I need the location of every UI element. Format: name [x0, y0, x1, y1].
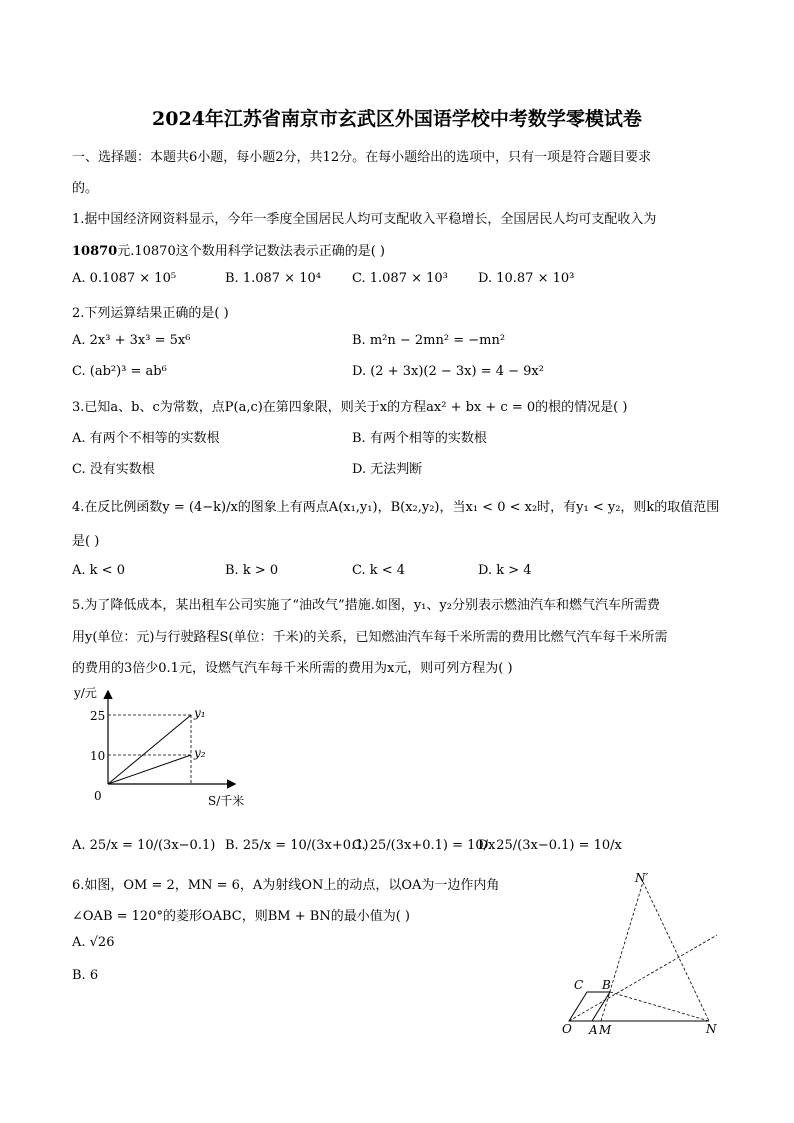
q3-stem: 3.已知a、b、c为常数，点P(a,c)在第四象限，则关于x的方程ax² + bx + c = 0的根的情况是( )	[72, 400, 628, 415]
rhombus-OABC	[569, 992, 610, 1021]
q4-stem-cont: 是( )	[72, 534, 100, 549]
line-y1	[108, 715, 191, 784]
q5-stem-cont1: 用y(单位：元)与行驶路程S(单位：千米)的关系，已知燃油汽车每千米所需的费用比燃气汽车每千米所需	[72, 630, 668, 645]
q2-option-d[interactable]: D. (2 + 3x)(2 − 3x) = 4 − 9x²	[352, 364, 544, 379]
q3-option-a[interactable]: A. 有两个不相等的实数根	[72, 431, 220, 446]
q1-option-b[interactable]: B. 1.087 × 10⁴	[225, 271, 321, 286]
q3-option-d[interactable]: D. 无法判断	[352, 462, 423, 477]
q1-option-a[interactable]: A. 0.1087 × 10⁵	[72, 271, 177, 286]
label-O: O	[562, 1022, 572, 1036]
label-M: M	[599, 1023, 612, 1037]
q3-option-c[interactable]: C. 没有实数根	[72, 462, 155, 477]
q6-option-b[interactable]: B. 6	[72, 968, 99, 983]
tick-10: 10	[90, 749, 106, 763]
section-heading-cont: 的。	[72, 181, 99, 196]
line-y2	[108, 755, 191, 784]
q2-option-b[interactable]: B. m²n − 2mn² = −mn²	[352, 333, 506, 348]
page-title: 2024年江苏省南京市玄武区外国语学校中考数学零模试卷	[152, 108, 642, 130]
q5-graph	[72, 684, 262, 812]
y1-label: y₁	[194, 706, 206, 720]
q5-option-c[interactable]: C. 25/(3x+0.1) = 10/x	[352, 838, 496, 853]
q4-option-d[interactable]: D. k > 4	[478, 563, 532, 578]
tick-25: 25	[90, 709, 106, 723]
label-C: C	[574, 978, 584, 992]
q4-option-b[interactable]: B. k > 0	[225, 563, 279, 578]
q2-option-c[interactable]: C. (ab²)³ = ab⁶	[72, 364, 167, 379]
y2-label: y₂	[194, 746, 206, 760]
q5-option-b[interactable]: B. 25/x = 10/(3x+0.1)	[225, 838, 369, 853]
q4-option-c[interactable]: C. k < 4	[352, 563, 406, 578]
q6-stem-cont: ∠OAB = 120°的菱形OABC，则BM + BN的最小值为( )	[72, 909, 410, 924]
origin-label: 0	[94, 789, 102, 803]
segment-BN	[610, 992, 709, 1021]
q6-figure	[555, 868, 725, 1040]
q4-option-a[interactable]: A. k < 0	[72, 563, 125, 578]
q4-stem: 4.在反比例函数y = (4−k)/x的图象上有两点A(x₁,y₁)，B(x₂,y₂)，当x₁ < 0 < x₂时，有y₁ < y₂，则k的取值范围	[72, 500, 720, 515]
q3-option-b[interactable]: B. 有两个相等的实数根	[352, 431, 487, 446]
q6-stem: 6.如图，OM = 2，MN = 6，A为射线ON上的动点，以OA为一边作内角	[72, 878, 500, 893]
q1-stem: 1.据中国经济网资料显示，今年一季度全国居民人均可支配收入平稳增长，全国居民人均可支配收入为	[72, 212, 657, 227]
label-B: B	[602, 978, 611, 992]
q5-option-d[interactable]: D. 25/(3x−0.1) = 10/x	[478, 838, 622, 853]
q5-stem: 5.为了降低成本，某出租车公司实施了“油改气”措施.如图，y₁、y₂分别表示燃油汽车和燃气汽车所需费	[72, 598, 660, 613]
ray-OB	[569, 935, 717, 1021]
q2-stem: 2.下列运算结果正确的是( )	[72, 306, 229, 321]
x-axis-label: S/千米	[208, 794, 245, 808]
q5-option-a[interactable]: A. 25/x = 10/(3x−0.1)	[72, 838, 216, 853]
q1-option-d[interactable]: D. 10.87 × 10³	[478, 271, 575, 286]
label-A: A	[589, 1023, 598, 1037]
label-N-prime: N′	[635, 871, 649, 885]
y-axis-label: y/元	[74, 686, 97, 700]
section-heading: 一、选择题：本题共6小题，每小题2分，共12分。在每小题给出的选项中，只有一项是符合题目要求	[72, 150, 652, 165]
label-N: N	[706, 1022, 717, 1036]
q1-option-c[interactable]: C. 1.087 × 10³	[352, 271, 448, 286]
segment-NN-prime	[643, 882, 709, 1021]
q1-stem-cont: 10870元.10870这个数用科学记数法表示正确的是( )	[72, 244, 385, 259]
q2-option-a[interactable]: A. 2x³ + 3x³ = 5x⁶	[72, 333, 191, 348]
q6-option-a[interactable]: A. √26	[72, 935, 115, 950]
q5-stem-cont2: 的费用的3倍少0.1元，设燃气汽车每千米所需的费用为x元，则可列方程为( )	[72, 661, 513, 676]
